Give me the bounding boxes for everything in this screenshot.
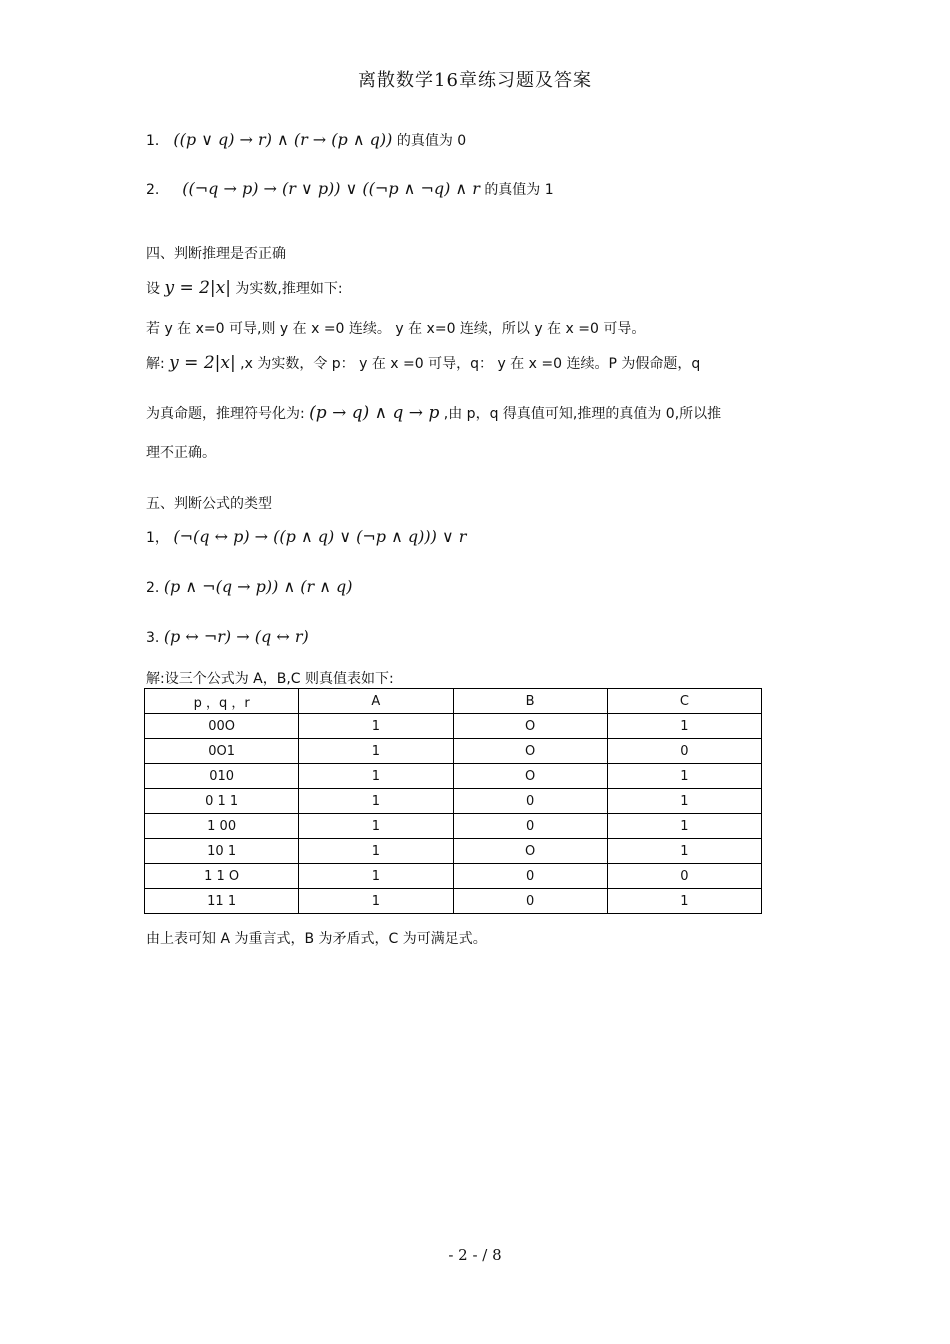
cell-a: 1 <box>299 889 453 914</box>
cell-a: 1 <box>299 739 453 764</box>
section-5-heading: 五、判断公式的类型 <box>146 496 272 512</box>
cell-a: 1 <box>299 789 453 814</box>
cell-b: 0 <box>453 789 607 814</box>
cell-b: 0 <box>453 889 607 914</box>
formula-item-2-number: 2. <box>146 580 160 596</box>
table-header-row <box>145 689 762 714</box>
solution2-prefix: 为真命题，推理符号化为: <box>146 406 305 422</box>
cell-pqr: 0O1 <box>145 739 299 764</box>
solution-text: ,x 为实数，令 p： y 在 x =0 可导，q： y 在 x =0 连续。P 为假命题，q <box>240 356 701 372</box>
section-4-solution-line-2 <box>146 403 721 423</box>
table-row <box>145 839 762 864</box>
table-row <box>145 889 762 914</box>
question-2 <box>146 179 554 199</box>
cell-a: 1 <box>299 764 453 789</box>
table-row <box>145 764 762 789</box>
table-intro: 解:设三个公式为 A，B,C 则真值表如下: <box>146 671 394 687</box>
formula-item-3-formula: (p ↔ ¬r) → (q ↔ r) <box>163 627 309 646</box>
cell-b: 0 <box>453 814 607 839</box>
table-conclusion: 由上表可知 A 为重言式，B 为矛盾式，C 为可满足式。 <box>146 931 487 947</box>
formula-item-1 <box>146 527 466 547</box>
formula-item-1-formula: (¬(q ↔ p) → ((p ∧ q) ∨ (¬p ∧ q))) ∨ r <box>173 527 467 546</box>
solution-formula: y = 2|x| <box>169 353 236 373</box>
question-1-formula: ((p ∨ q) → r) ∧ (r → (p ∧ q)) <box>173 130 393 149</box>
section-4-setup <box>146 278 343 298</box>
cell-c: 1 <box>607 814 761 839</box>
cell-pqr: 1 00 <box>145 814 299 839</box>
cell-c: 1 <box>607 714 761 739</box>
solution2-text: ,由 p，q 得真值可知,推理的真值为 0,所以推 <box>443 406 722 422</box>
cell-c: 1 <box>607 764 761 789</box>
cell-c: 1 <box>607 789 761 814</box>
solution-prefix: 解: <box>146 356 165 372</box>
table-row <box>145 739 762 764</box>
page-number: - 2 - / 8 <box>448 1246 502 1264</box>
setup-suffix: 为实数,推理如下: <box>235 281 343 297</box>
solution2-formula: (p → q) ∧ q → p <box>309 403 440 423</box>
formula-item-3-number: 3. <box>146 630 160 646</box>
section-4-heading: 四、判断推理是否正确 <box>146 246 286 262</box>
header-a: A <box>299 689 453 714</box>
cell-b: O <box>453 839 607 864</box>
cell-pqr: 0 1 1 <box>145 789 299 814</box>
table-row <box>145 814 762 839</box>
cell-c: 1 <box>607 839 761 864</box>
cell-b: 0 <box>453 864 607 889</box>
header-pqr: p ，q ，r <box>145 689 299 714</box>
page-title: 离散数学16章练习题及答案 <box>358 70 592 91</box>
question-2-number: 2. <box>146 182 160 198</box>
formula-item-2 <box>146 577 353 596</box>
cell-c: 1 <box>607 889 761 914</box>
cell-b: O <box>453 764 607 789</box>
cell-pqr: 11 1 <box>145 889 299 914</box>
table-row <box>145 714 762 739</box>
formula-item-2-formula: (p ∧ ¬(q → p)) ∧ (r ∧ q) <box>163 577 353 596</box>
cell-pqr: 010 <box>145 764 299 789</box>
section-4-solution-line-1 <box>146 353 700 373</box>
table-row <box>145 864 762 889</box>
cell-a: 1 <box>299 814 453 839</box>
cell-b: O <box>453 739 607 764</box>
header-b: B <box>453 689 607 714</box>
setup-prefix: 设 <box>146 281 160 297</box>
cell-b: O <box>453 714 607 739</box>
question-2-formula: ((¬q → p) → (r ∨ p)) ∨ ((¬p ∧ ¬q) ∧ r <box>182 179 480 198</box>
cell-c: 0 <box>607 739 761 764</box>
question-1-number: 1． <box>146 133 169 149</box>
section-4-solution-line-3: 理不正确。 <box>146 445 216 461</box>
question-2-tail: 的真值为 1 <box>484 182 554 198</box>
header-c: C <box>607 689 761 714</box>
cell-pqr: 00O <box>145 714 299 739</box>
setup-formula: y = 2|x| <box>164 278 231 298</box>
cell-a: 1 <box>299 714 453 739</box>
section-4-premise: 若 y 在 x=0 可导,则 y 在 x =0 连续。 y 在 x=0 连续，所以 y 在 x =0 可导。 <box>146 321 646 337</box>
table-row <box>145 789 762 814</box>
cell-pqr: 10 1 <box>145 839 299 864</box>
cell-a: 1 <box>299 839 453 864</box>
formula-item-1-number: 1， <box>146 530 169 546</box>
question-1-tail: 的真值为 0 <box>396 133 467 149</box>
cell-a: 1 <box>299 864 453 889</box>
question-1 <box>146 130 466 150</box>
cell-pqr: 1 1 O <box>145 864 299 889</box>
formula-item-3 <box>146 627 309 646</box>
cell-c: 0 <box>607 864 761 889</box>
truth-table <box>144 688 762 914</box>
